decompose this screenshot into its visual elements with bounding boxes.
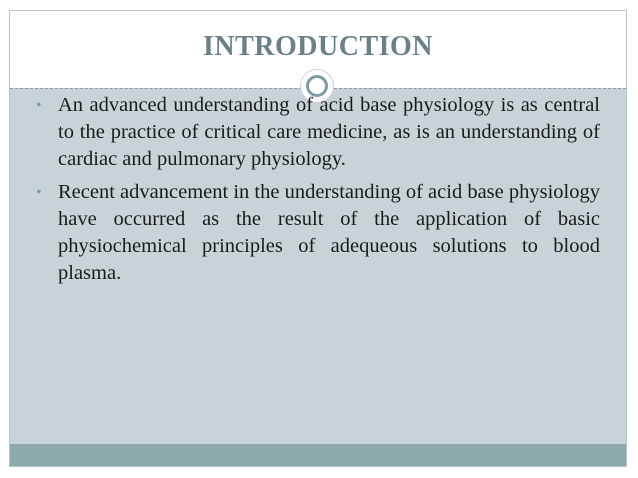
- bullet-dot-icon: •: [36, 97, 42, 114]
- bullet-dot-icon: •: [36, 184, 42, 201]
- slide-title: INTRODUCTION: [202, 31, 434, 62]
- bullet-text: An advanced understanding of acid base physiology is as central to the practice of critical care medicine, as is an understanding of cardiac and pulmonary physiology.: [58, 94, 600, 170]
- bullet-item: [36, 179, 600, 287]
- bullet-list: [36, 92, 600, 293]
- bullet-item: [36, 92, 600, 173]
- bullet-text: Recent advancement in the understanding of acid base physiology have occurred as the result of the application of basic physiochemical principles of adequeous solutions to blood plasma.: [58, 181, 600, 284]
- footer-bar: [10, 444, 626, 466]
